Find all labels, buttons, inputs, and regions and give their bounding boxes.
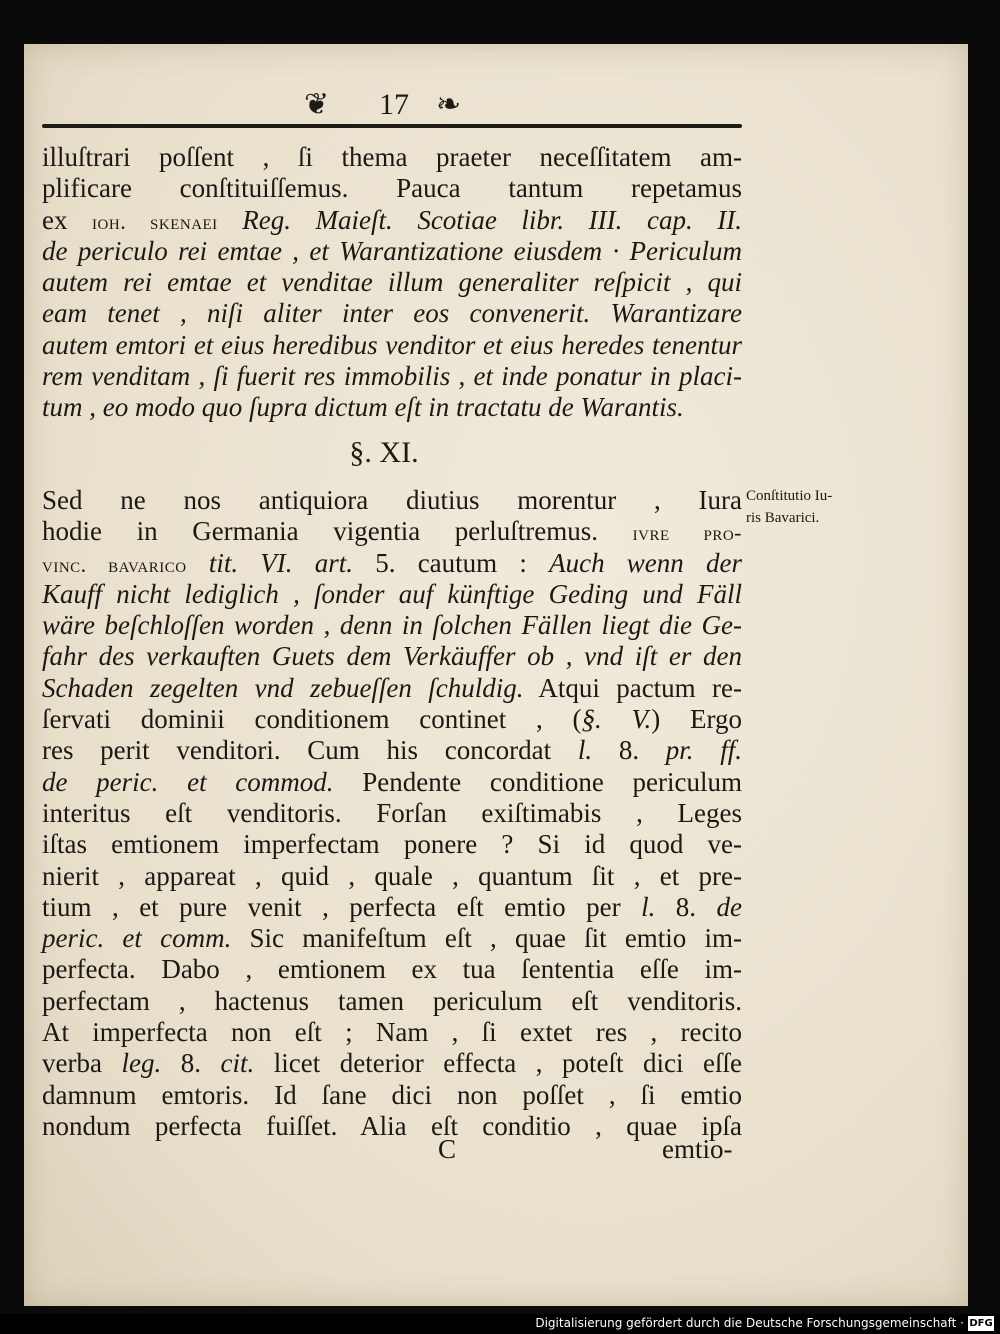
text-line — [42, 954, 742, 985]
text-segment: de peric. et commod. — [42, 766, 334, 797]
text-segment: Reg. Maieſt. Scotiae libr. III. cap. II. — [242, 204, 742, 235]
text-line — [42, 236, 742, 267]
text-segment: ioh. skenaei — [92, 208, 218, 234]
text-segment: autem emtori et eius heredibus venditor et eius heredes tenentur — [42, 329, 742, 360]
text-segment: vinc. bavarico — [42, 551, 187, 577]
text-segment: §. V. — [581, 704, 652, 735]
text-line — [42, 861, 742, 892]
text-line — [42, 641, 742, 672]
text-line — [42, 1080, 742, 1111]
text-segment: tium , et pure venit , perfecta eſt emtio per — [42, 891, 642, 922]
text-segment: Sic manifeſtum eſt , quae ſit emtio im- — [231, 923, 742, 954]
text-segment: autem rei emtae et venditae illum generaliter reſpicit , qui — [42, 267, 742, 298]
signature-mark: C — [438, 1134, 457, 1164]
text-segment: 8. — [655, 891, 717, 922]
paragraph-section-xi — [42, 485, 742, 1142]
text-segment: At imperfecta non eſt ; Nam , ſi extet res , recito — [42, 1017, 742, 1048]
footer-credit: Digitalisierung gefördert durch die Deutsche Forschungsgemeinschaft · — [535, 1316, 964, 1330]
text-segment: tum , eo modo quo ſupra dictum eſt in tractatu de Warantis. — [42, 392, 684, 423]
text-line — [42, 516, 742, 547]
text-segment: pr. ff. — [665, 735, 742, 766]
text-line — [42, 892, 742, 923]
text-segment: Kauff nicht lediglich , ſonder auf künftige Geding und Fäll — [42, 578, 742, 609]
text-line — [42, 673, 742, 704]
text-segment: interitus eſt venditoris. Forſan exiſtimabis , Leges — [42, 797, 742, 828]
text-segment: nierit , appareat , quid , quale , quantum ſit , et pre- — [42, 860, 742, 891]
text-segment: ivre pro- — [632, 520, 742, 546]
page-header — [24, 86, 968, 126]
left-ornament: ❦ — [304, 88, 330, 121]
text-segment: nondum perfecta fuiſſet. Alia eſt conditio , quae ipſa — [42, 1110, 742, 1141]
text-segment: leg. — [121, 1048, 162, 1079]
text-segment — [187, 548, 209, 578]
text-segment: Atqui pactum re- — [523, 672, 742, 703]
text-segment: eam tenet , niſi aliter inter eos convenerit. Warantizare — [42, 298, 742, 329]
text-segment: de periculo rei emtae , et Warantizatione eiusdem · Periculum — [42, 235, 742, 266]
text-segment: perfectam , hactenus tamen periculum eſt venditoris. — [42, 985, 742, 1016]
text-line — [42, 923, 742, 954]
text-line — [42, 798, 742, 829]
text-segment: iſtas emtionem imperfectam ponere ? Si id quod ve- — [42, 829, 742, 860]
text-line — [42, 1048, 742, 1079]
text-line — [42, 267, 742, 298]
text-segment: perfecta. Dabo , emtionem ex tua ſententia eſſe im- — [42, 954, 742, 985]
section-heading: §. XI. — [349, 436, 419, 469]
text-line — [42, 579, 742, 610]
text-segment: Pendente conditione periculum — [333, 766, 742, 797]
text-segment: verba — [42, 1048, 122, 1079]
text-line — [42, 298, 742, 329]
text-line — [42, 392, 742, 423]
text-segment: licet deterior effecta , poteſt dici eſſe — [254, 1048, 742, 1079]
text-segment: 8. — [592, 735, 666, 766]
text-line — [42, 610, 742, 641]
margin-note-line: Conſtitutio Iu- — [746, 488, 833, 504]
right-ornament: ❧ — [436, 88, 462, 121]
catchword: emtio- — [662, 1134, 733, 1164]
text-segment: damnum emtoris. Id ſane dici non poſſet , ſi emtio — [42, 1079, 742, 1110]
text-segment: Schaden zegelten vnd zebueſſen ſchuldig. — [42, 672, 524, 703]
text-line — [42, 1111, 742, 1142]
page-number: 17 — [379, 88, 409, 121]
text-line — [42, 205, 742, 236]
text-segment: rem venditam , ſi fuerit res immobilis , et inde ponatur in placi- — [42, 361, 742, 392]
text-line — [42, 829, 742, 860]
dfg-logo: DFG — [969, 1318, 993, 1329]
text-segment: ex — [42, 204, 93, 235]
text-line — [42, 1017, 742, 1048]
paragraph-continued — [42, 142, 742, 424]
text-line — [42, 330, 742, 361]
text-segment: plificare conſtituiſſemus. Pauca tantum repetamus — [42, 173, 742, 204]
text-segment: ) Ergo — [651, 704, 742, 735]
text-segment: ſervati dominii conditionem continet , ( — [42, 704, 582, 735]
text-segment: l. — [577, 735, 593, 766]
text-line — [42, 485, 742, 516]
text-segment: 5. cautum : — [375, 547, 550, 578]
text-segment: peric. et comm. — [42, 923, 232, 954]
text-segment: res perit venditori. Cum his concordat — [42, 735, 578, 766]
text-segment: tit. VI. art. — [208, 547, 376, 578]
text-segment: de — [716, 891, 743, 922]
book-page — [24, 44, 968, 1306]
text-line — [42, 767, 742, 798]
text-line — [42, 142, 742, 173]
digitization-footer — [0, 1314, 1000, 1334]
text-segment: Sed ne nos antiquiora diutius morentur , Iura — [42, 485, 742, 515]
text-line — [42, 986, 742, 1017]
text-segment: hodie in Germania vigentia perluſtremus. — [42, 516, 633, 547]
margin-note — [746, 485, 886, 529]
text-segment: cit. — [220, 1048, 255, 1079]
header-rule — [42, 124, 742, 128]
text-line — [42, 704, 742, 735]
text-segment: fahr des verkauften Guets dem Verkäuffer ob , vnd iſt er den — [42, 641, 742, 672]
text-line — [42, 548, 742, 579]
text-line — [42, 361, 742, 392]
margin-note-line: ris Bavarici. — [746, 510, 820, 526]
text-segment: wäre beſchloſſen worden , denn in ſolchen Fällen liegt die Ge- — [42, 610, 742, 641]
text-segment: Auch wenn der — [549, 547, 743, 578]
text-segment: 8. — [161, 1048, 221, 1079]
text-segment: illuſtrari poſſent , ſi thema praeter neceſſitatem am- — [42, 142, 742, 172]
text-line — [42, 735, 742, 766]
text-segment — [218, 205, 243, 235]
text-line — [42, 173, 742, 204]
text-segment: l. — [641, 891, 656, 922]
